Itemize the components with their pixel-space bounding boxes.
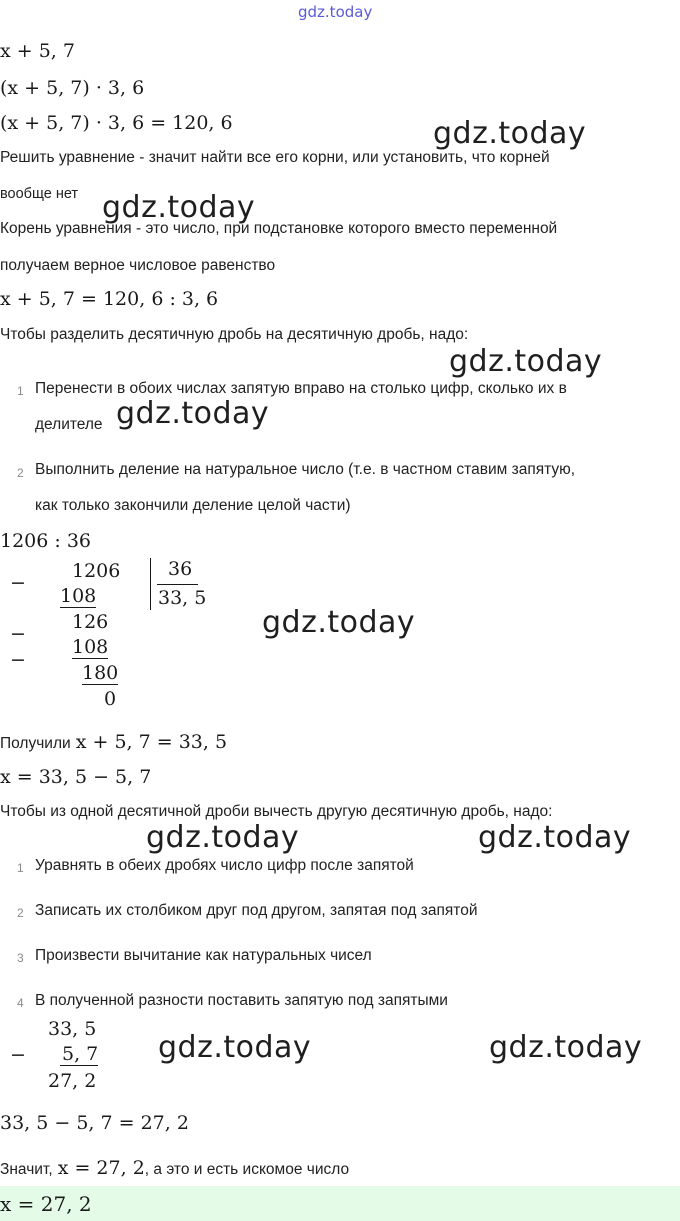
list-item-number: 1 <box>17 384 24 398</box>
division-expression: 1206 : 36 <box>0 530 92 552</box>
watermark: gdz.today <box>102 190 256 225</box>
equation-2: (x + 5, 7) · 3, 6 <box>0 77 145 99</box>
equation-3: (x + 5, 7) · 3, 6 = 120, 6 <box>0 112 233 134</box>
solve-definition-line-2: вообще нет <box>0 186 79 202</box>
watermark: gdz.today <box>489 1030 643 1065</box>
division-step-1-line-2: делителе <box>35 416 103 433</box>
subtraction-step-3: Произвести вычитание как натуральных чисел <box>35 947 372 964</box>
subtrahend: 5, 7 <box>62 1043 99 1065</box>
watermark: gdz.today <box>478 820 632 855</box>
conclusion-prefix: Значит, <box>0 1161 53 1178</box>
final-remainder: 0 <box>104 688 117 710</box>
root-definition-line-2: получаем верное числовое равенство <box>0 257 276 274</box>
equation-4: x + 5, 7 = 120, 6 : 3, 6 <box>0 288 219 310</box>
watermark: gdz.today <box>433 116 587 151</box>
list-item-number: 3 <box>17 951 24 965</box>
list-item-number: 4 <box>17 996 24 1010</box>
minus-sign: − <box>10 1044 26 1066</box>
subtraction-result: 33, 5 − 5, 7 = 27, 2 <box>0 1112 189 1134</box>
conclusion-equation: x = 27, 2 <box>57 1157 145 1179</box>
division-bracket-horizontal <box>157 584 198 585</box>
subtrahend-2: 108 <box>72 636 109 658</box>
minus-sign: − <box>10 649 26 671</box>
minus-sign: − <box>10 623 26 645</box>
watermark: gdz.today <box>158 1030 312 1065</box>
x-expression: x = 33, 5 − 5, 7 <box>0 766 152 788</box>
division-step-2-line-2: как только закончили деление целой части) <box>35 497 351 514</box>
difference: 27, 2 <box>48 1070 97 1092</box>
conclusion-suffix: , а это и есть искомое число <box>144 1161 350 1178</box>
division-step-2-line-1: Выполнить деление на натуральное число (т.е. в частном ставим запятую, <box>35 461 576 478</box>
list-item-number: 2 <box>17 906 24 920</box>
subtraction-step-1: Уравнять в обеих дробях число цифр после запятой <box>35 857 414 874</box>
got-prefix: Получили <box>0 735 71 752</box>
remainder-1: 126 <box>72 611 109 633</box>
subtraction-rule-title: Чтобы из одной десятичной дроби вычесть другую десятичную дробь, надо: <box>0 803 553 820</box>
division-step-1-line-1: Перенести в обоих числах запятую вправо на столько цифр, сколько их в <box>35 380 567 397</box>
subtraction-step-2: Записать их столбиком друг под другом, запятая под запятой <box>35 902 478 919</box>
minus-sign: − <box>10 572 26 594</box>
remainder-2: 180 <box>82 662 119 684</box>
division-rule-title: Чтобы разделить десятичную дробь на десятичную дробь, надо: <box>0 326 469 343</box>
subtraction-step-4: В полученной разности поставить запятую под запятыми <box>35 992 448 1009</box>
site-brand-logo[interactable]: gdz.today <box>298 3 373 21</box>
conclusion-line <box>0 1157 349 1179</box>
subtrahend-1: 108 <box>60 585 97 607</box>
division-bracket-vertical <box>150 558 151 610</box>
divisor: 36 <box>168 558 193 580</box>
equation-1: x + 5, 7 <box>0 40 75 62</box>
dividend: 1206 <box>72 560 121 582</box>
watermark: gdz.today <box>262 605 416 640</box>
got-equation: x + 5, 7 = 33, 5 <box>75 731 228 753</box>
got-line <box>0 731 227 753</box>
watermark: gdz.today <box>449 344 603 379</box>
root-definition-line-1: Корень уравнения - это число, при подстановке которого вместо переменной <box>0 220 558 237</box>
watermark: gdz.today <box>146 820 300 855</box>
quotient: 33, 5 <box>158 587 207 609</box>
watermark: gdz.today <box>116 396 270 431</box>
answer: x = 27, 2 <box>0 1192 92 1216</box>
list-item-number: 2 <box>17 466 24 480</box>
minuend: 33, 5 <box>48 1018 97 1040</box>
solve-definition-line-1: Решить уравнение - значит найти все его корни, или установить, что корней <box>0 149 550 166</box>
list-item-number: 1 <box>17 861 24 875</box>
answer-box <box>0 1186 680 1221</box>
